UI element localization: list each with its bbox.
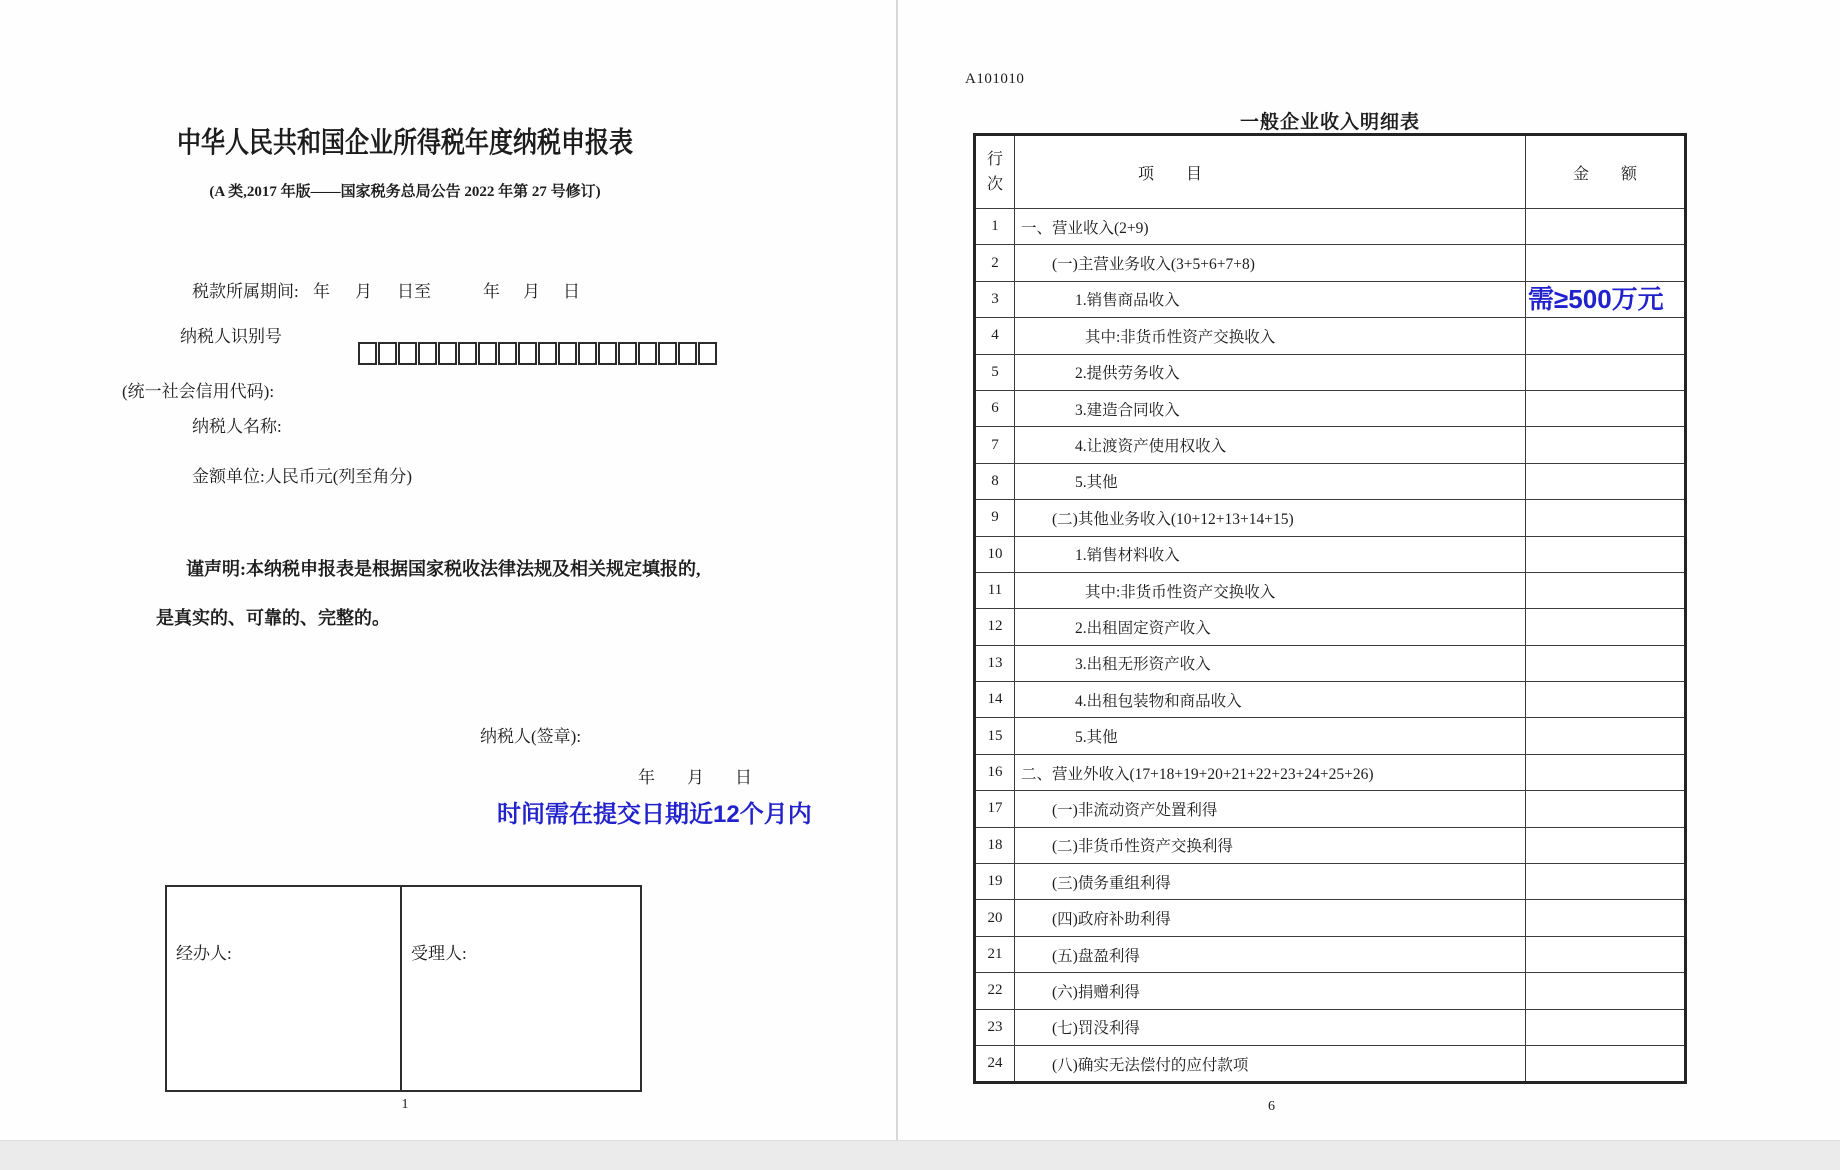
id-character-box <box>418 342 437 365</box>
handlers-table <box>165 885 642 1092</box>
row-amount <box>1526 282 1684 317</box>
row-amount <box>1526 573 1684 608</box>
table-row <box>976 972 1684 1008</box>
row-item: (五)盘盈利得 <box>1015 937 1526 972</box>
taxpayer-id-boxes <box>358 342 717 365</box>
row-amount <box>1526 1010 1684 1045</box>
id-character-box <box>598 342 617 365</box>
row-number: 13 <box>976 646 1015 681</box>
row-amount <box>1526 791 1684 826</box>
id-character-box <box>618 342 637 365</box>
table-row <box>976 572 1684 608</box>
form-code: A101010 <box>965 71 1025 87</box>
table-row <box>976 1045 1684 1081</box>
row-number: 6 <box>976 391 1015 426</box>
row-item: 一、营业收入(2+9) <box>1015 209 1526 244</box>
table-row <box>976 645 1684 681</box>
row-item: (一)非流动资产处置利得 <box>1015 791 1526 826</box>
period-year-end: 年 <box>483 282 500 301</box>
table-row <box>976 499 1684 535</box>
id-character-box <box>538 342 557 365</box>
header-item: 项 目 <box>1015 136 1526 208</box>
table-row <box>976 863 1684 899</box>
table-row <box>976 681 1684 717</box>
row-number: 18 <box>976 828 1015 863</box>
sign-day-label: 日 <box>735 768 752 787</box>
row-amount <box>1526 900 1684 935</box>
row-amount <box>1526 609 1684 644</box>
row-number: 16 <box>976 755 1015 790</box>
signature-label: 纳税人(签章): <box>480 727 582 746</box>
row-number: 15 <box>976 718 1015 753</box>
row-item: 5.其他 <box>1015 718 1526 753</box>
table-row <box>976 208 1684 244</box>
row-amount <box>1526 755 1684 790</box>
row-amount <box>1526 537 1684 572</box>
sign-year-label: 年 <box>638 768 655 787</box>
row-number: 23 <box>976 1010 1015 1045</box>
row-number: 10 <box>976 537 1015 572</box>
id-character-box <box>638 342 657 365</box>
page-title: 中华人民共和国企业所得税年度纳税申报表 <box>177 128 633 160</box>
id-character-box <box>478 342 497 365</box>
header-row-number <box>976 136 1015 208</box>
doc-subtitle: (A 类,2017 年版——国家税务总局公告 2022 年第 27 号修订) <box>209 184 601 200</box>
row-number: 4 <box>976 318 1015 353</box>
table-row <box>976 899 1684 935</box>
header-amount: 金 额 <box>1572 165 1637 183</box>
tax-period-label: 税款所属期间: <box>192 282 299 301</box>
row-amount <box>1526 500 1684 535</box>
row-amount <box>1526 391 1684 426</box>
date-annotation: 时间需在提交日期近12个月内 <box>497 801 812 828</box>
table-row <box>976 536 1684 572</box>
id-character-box <box>658 342 677 365</box>
period-day-end: 日 <box>563 282 580 301</box>
id-character-box <box>498 342 517 365</box>
handler-cell <box>167 887 402 1090</box>
row-item: (六)捐赠利得 <box>1015 973 1526 1008</box>
row-number: 1 <box>976 209 1015 244</box>
acceptor-cell <box>402 887 640 1090</box>
row-number: 14 <box>976 682 1015 717</box>
row-amount <box>1526 718 1684 753</box>
amount-unit-label: 金额单位:人民币元(列至角分) <box>192 467 413 486</box>
row-amount <box>1526 937 1684 972</box>
row-amount <box>1526 973 1684 1008</box>
row-item: 其中:非货币性资产交换收入 <box>1015 573 1526 608</box>
row-item: 1.销售商品收入 <box>1015 282 1526 317</box>
table-title: 一般企业收入明细表 <box>1239 111 1420 133</box>
row-number: 24 <box>976 1046 1015 1081</box>
row-item: 其中:非货币性资产交换收入 <box>1015 318 1526 353</box>
handler-label: 经办人: <box>176 944 232 963</box>
table-row <box>976 244 1684 280</box>
row-amount <box>1526 427 1684 462</box>
row-amount <box>1526 355 1684 390</box>
row-item: (一)主营业务收入(3+5+6+7+8) <box>1015 245 1526 280</box>
credit-code-label: (统一社会信用代码): <box>122 382 275 401</box>
acceptor-label: 受理人: <box>411 944 467 963</box>
row-amount <box>1526 682 1684 717</box>
period-year-start: 年 <box>313 282 330 301</box>
amount-annotation: 需≥500万元 <box>1528 284 1664 315</box>
id-character-box <box>558 342 577 365</box>
row-item: 4.出租包装物和商品收入 <box>1015 682 1526 717</box>
row-number: 17 <box>976 791 1015 826</box>
sign-month-label: 月 <box>687 768 704 787</box>
row-item: (七)罚没利得 <box>1015 1010 1526 1045</box>
period-month-start: 月 <box>355 282 372 301</box>
header-row-number-line2: 次 <box>986 176 1003 193</box>
row-item: 4.让渡资产使用权收入 <box>1015 427 1526 462</box>
id-character-box <box>458 342 477 365</box>
table-row <box>976 790 1684 826</box>
page-separator <box>896 0 898 1170</box>
row-number: 3 <box>976 282 1015 317</box>
row-number: 9 <box>976 500 1015 535</box>
row-number: 20 <box>976 900 1015 935</box>
page-number-left: 1 <box>401 1097 409 1112</box>
row-number: 7 <box>976 427 1015 462</box>
table-row <box>976 317 1684 353</box>
id-character-box <box>678 342 697 365</box>
row-item: (八)确实无法偿付的应付款项 <box>1015 1046 1526 1081</box>
row-item: (三)债务重组利得 <box>1015 864 1526 899</box>
row-number: 12 <box>976 609 1015 644</box>
row-amount <box>1526 318 1684 353</box>
row-item: 3.建造合同收入 <box>1015 391 1526 426</box>
row-item: 3.出租无形资产收入 <box>1015 646 1526 681</box>
row-amount <box>1526 209 1684 244</box>
taxpayer-id-label: 纳税人识别号 <box>180 327 282 346</box>
table-header-row <box>976 136 1684 208</box>
row-item: 二、营业外收入(17+18+19+20+21+22+23+24+25+26) <box>1015 755 1526 790</box>
row-amount <box>1526 245 1684 280</box>
row-number: 19 <box>976 864 1015 899</box>
id-character-box <box>398 342 417 365</box>
id-character-box <box>378 342 397 365</box>
row-amount <box>1526 828 1684 863</box>
id-character-box <box>578 342 597 365</box>
row-item: (四)政府补助利得 <box>1015 900 1526 935</box>
row-number: 2 <box>976 245 1015 280</box>
row-item: 5.其他 <box>1015 464 1526 499</box>
id-character-box <box>518 342 537 365</box>
row-number: 22 <box>976 973 1015 1008</box>
row-number: 21 <box>976 937 1015 972</box>
table-row <box>976 426 1684 462</box>
row-amount <box>1526 864 1684 899</box>
page-number-right: 6 <box>1268 1099 1275 1114</box>
row-amount <box>1526 1046 1684 1081</box>
row-amount <box>1526 464 1684 499</box>
table-row <box>976 463 1684 499</box>
table-row <box>976 717 1684 753</box>
income-table <box>973 133 1687 1084</box>
row-item: 2.提供劳务收入 <box>1015 355 1526 390</box>
period-month-end: 月 <box>523 282 540 301</box>
id-character-box <box>358 342 377 365</box>
id-character-box <box>698 342 717 365</box>
table-row <box>976 281 1684 317</box>
row-item: (二)其他业务收入(10+12+13+14+15) <box>1015 500 1526 535</box>
row-number: 11 <box>976 573 1015 608</box>
row-item: 1.销售材料收入 <box>1015 537 1526 572</box>
table-row <box>976 754 1684 790</box>
id-character-box <box>438 342 457 365</box>
table-row <box>976 1009 1684 1045</box>
declaration-line-2: 是真实的、可靠的、完整的。 <box>156 608 390 628</box>
table-row <box>976 354 1684 390</box>
row-amount <box>1526 646 1684 681</box>
table-row <box>976 608 1684 644</box>
row-number: 5 <box>976 355 1015 390</box>
table-row <box>976 390 1684 426</box>
period-day-to: 日至 <box>397 282 431 301</box>
row-item: (二)非货币性资产交换利得 <box>1015 828 1526 863</box>
row-number: 8 <box>976 464 1015 499</box>
declaration-line-1: 谨声明:本纳税申报表是根据国家税收法律法规及相关规定填报的, <box>186 559 701 579</box>
header-row-number-line1: 行 <box>986 151 1003 168</box>
table-row <box>976 936 1684 972</box>
taxpayer-name-label: 纳税人名称: <box>192 417 282 436</box>
page-bottom-edge <box>0 1140 1840 1170</box>
row-item: 2.出租固定资产收入 <box>1015 609 1526 644</box>
table-row <box>976 827 1684 863</box>
